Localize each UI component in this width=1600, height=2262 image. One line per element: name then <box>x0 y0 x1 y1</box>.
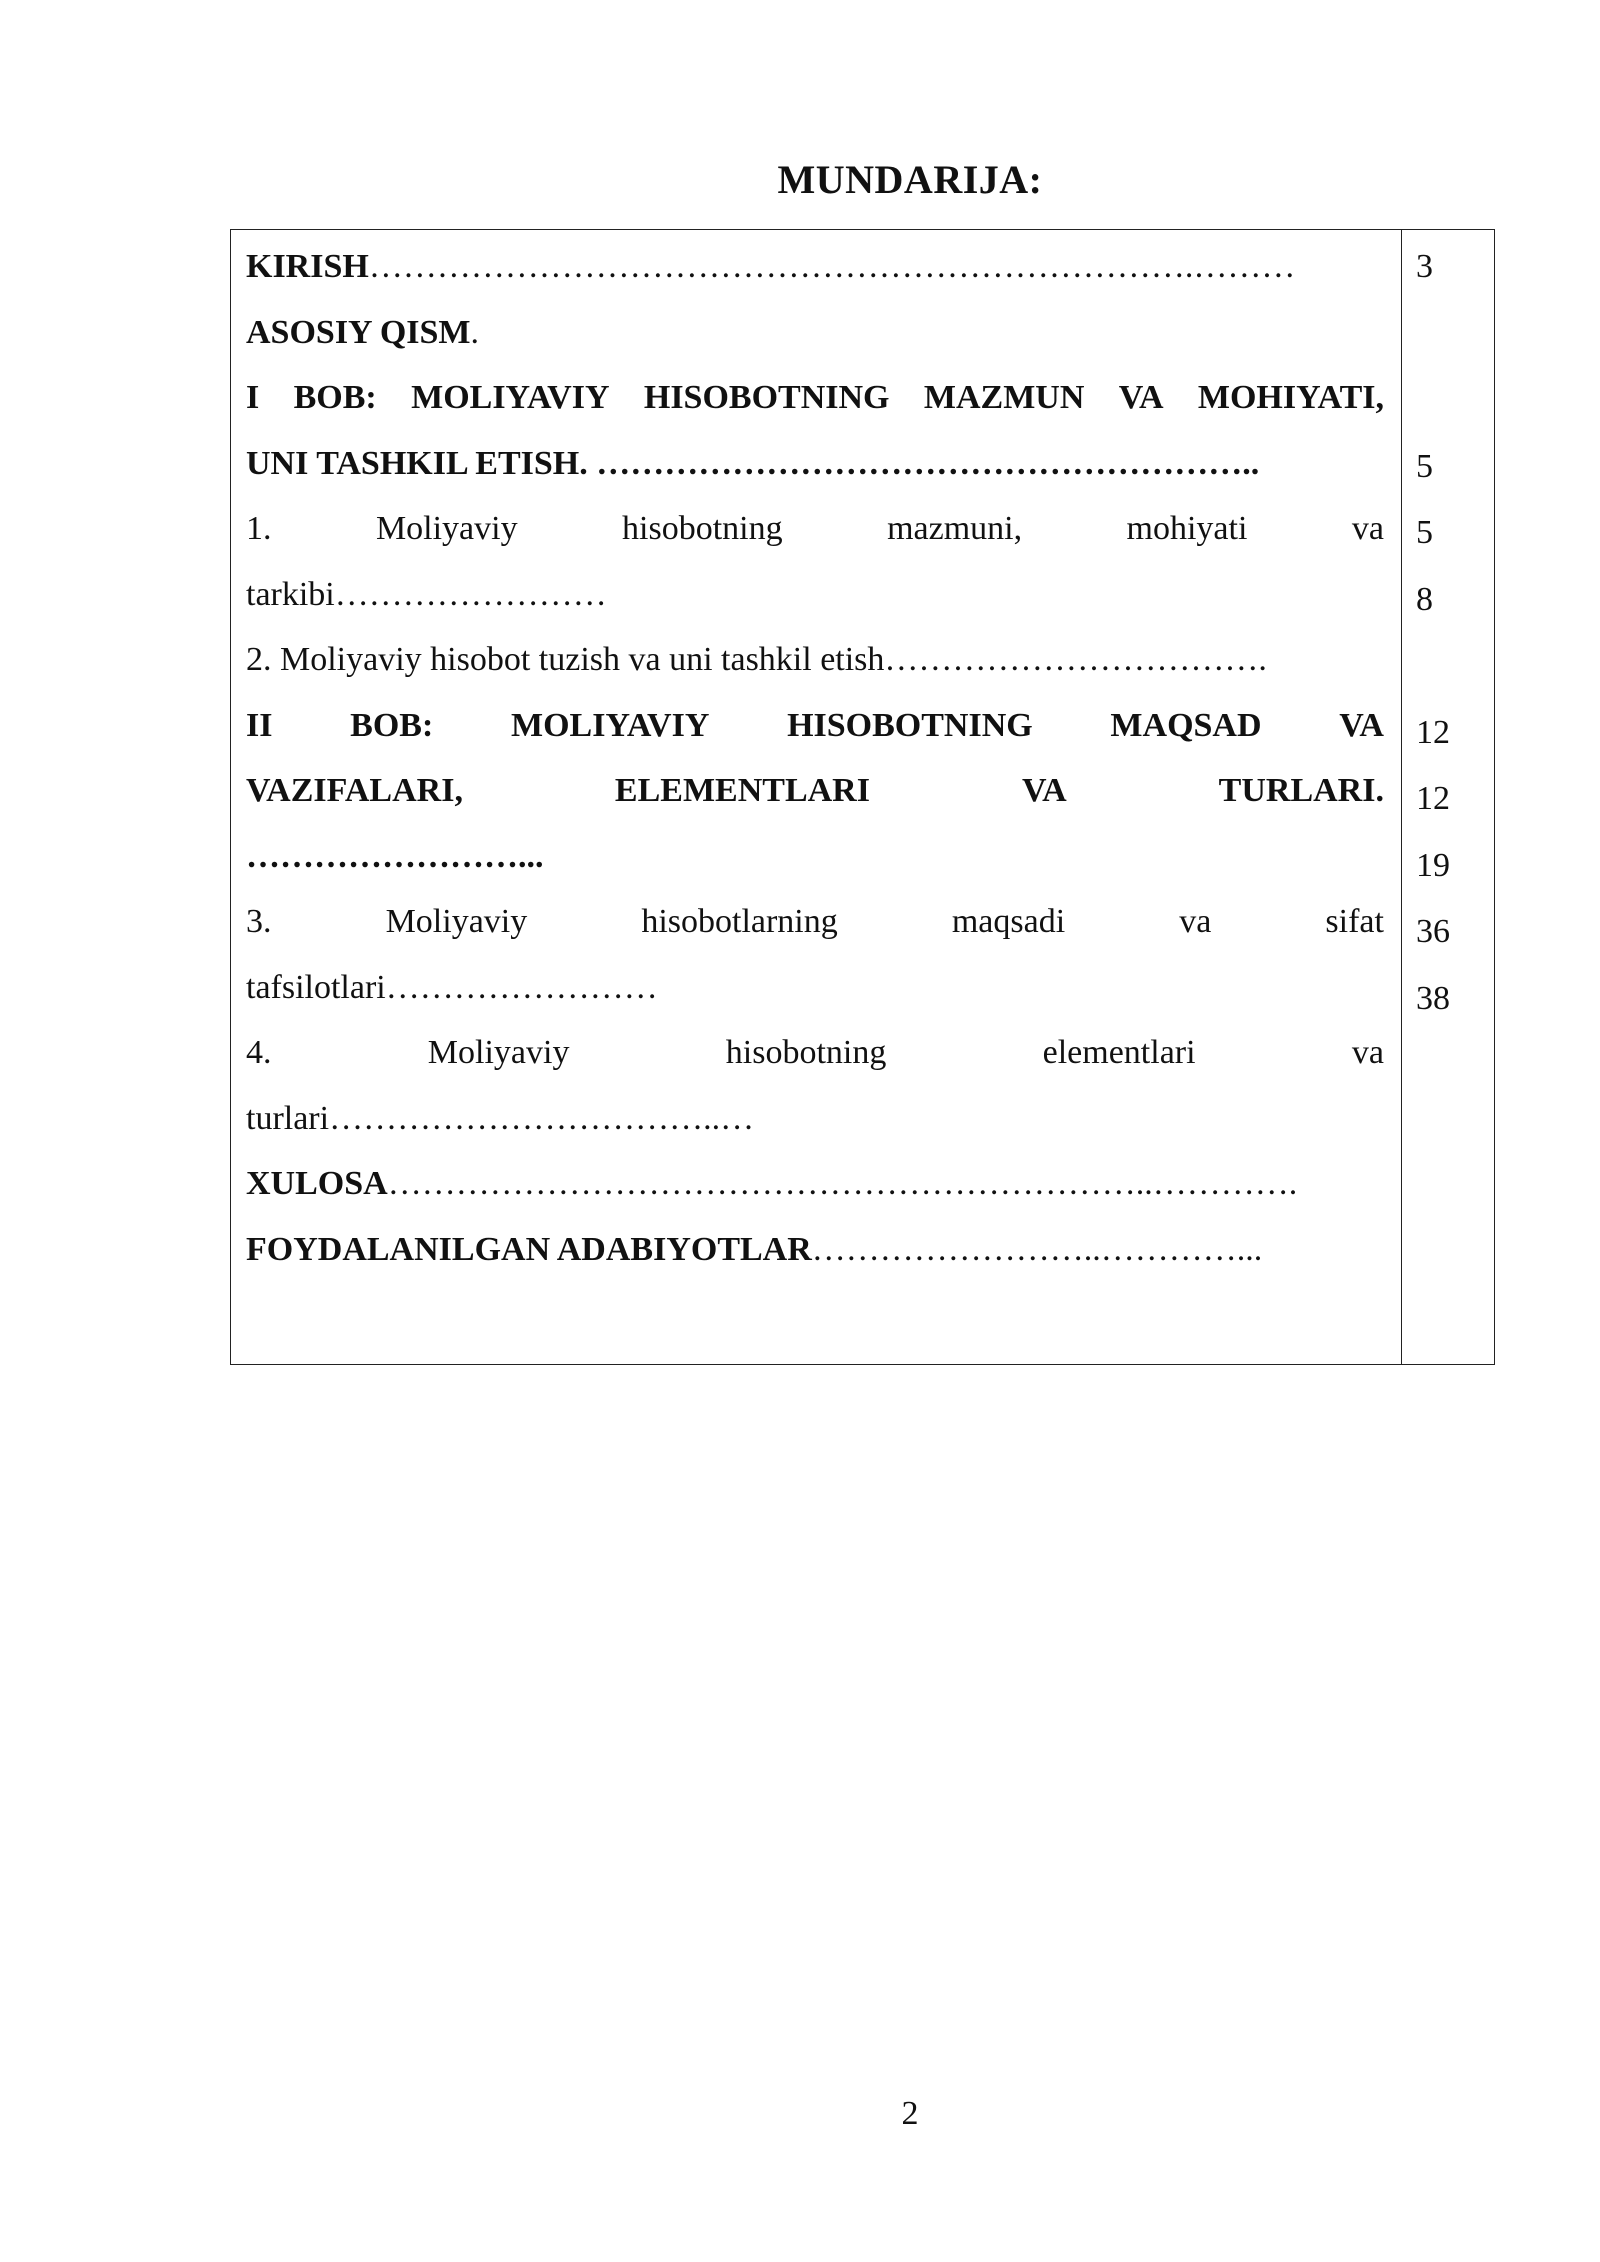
word: BOB: <box>350 706 434 744</box>
page-number: 5 <box>1416 447 1433 485</box>
word: mohiyati <box>1126 510 1248 547</box>
toc-entry-item2[interactable]: 2. Moliyaviy hisobot tuzish va uni tashkil etish……………………………. <box>246 641 1267 678</box>
toc-entry-bob2-line1[interactable] <box>246 693 1384 759</box>
word: Moliyaviy <box>375 510 518 547</box>
word: elementlari <box>1042 1034 1196 1071</box>
page-number: 5 <box>1416 514 1433 551</box>
word: HISOBOTNING <box>787 706 1033 744</box>
word: hisobotlarning <box>641 903 838 940</box>
word: va <box>1179 903 1212 940</box>
word: TURLARI. <box>1218 772 1384 809</box>
toc-entry-label: ASOSIY QISM <box>246 313 471 351</box>
word: HISOBOTNING <box>643 379 890 416</box>
word: MOLIYAVIY <box>411 379 610 416</box>
word: VAZIFALARI, <box>246 772 463 809</box>
word: hisobotning <box>622 510 783 547</box>
word: ELEMENTLARI <box>614 772 870 809</box>
page-number: 3 <box>1416 248 1433 285</box>
toc-entries <box>246 234 1384 1282</box>
toc-leader-dots: …………………………………………………………..…………. <box>387 1165 1298 1202</box>
toc-entry-item3-line2[interactable]: tafsilotlari…………………… <box>246 968 658 1006</box>
word: VA <box>1339 706 1384 744</box>
page-number <box>1416 301 1486 368</box>
toc-entry-label: KIRISH <box>246 248 369 285</box>
toc-entry-kirish[interactable] <box>246 234 1384 300</box>
page-number-column <box>1416 234 1486 1032</box>
word: II <box>246 706 273 744</box>
toc-entry-label: FOYDALANILGAN ADABIYOTLAR <box>246 1230 812 1268</box>
page-title: MUNDARIJA: <box>777 157 1043 202</box>
word: MAQSAD <box>1110 706 1262 744</box>
word: hisobotning <box>725 1034 887 1071</box>
word: 3. <box>246 903 272 940</box>
toc-entry-item4-line2[interactable]: turlari……………………………..… <box>246 1099 755 1137</box>
toc-entry-item4-line1[interactable] <box>246 1020 1384 1086</box>
word: VA <box>1118 379 1164 416</box>
word: MOLIYAVIY <box>511 706 710 744</box>
word: Moliyaviy <box>385 903 528 940</box>
page-number: 12 <box>1416 713 1450 751</box>
word: va <box>1351 510 1384 547</box>
toc-entry-item1-line2[interactable]: tarkibi…………………… <box>246 575 607 613</box>
toc-entry-item1-line1[interactable] <box>246 496 1384 562</box>
toc-leader-dots: ……………………………………………………………….……… <box>368 248 1296 285</box>
toc-entry-item3-line1[interactable] <box>246 889 1384 955</box>
word: BOB: <box>293 379 377 416</box>
page-number: 36 <box>1416 913 1450 950</box>
toc-entry-bob2-line3[interactable]: ……………………... <box>246 837 544 875</box>
word: maqsadi <box>951 903 1066 940</box>
word: va <box>1351 1034 1384 1071</box>
page-number: 12 <box>1416 780 1450 817</box>
toc-leader-dots: ……………………..…………... <box>811 1230 1263 1268</box>
word: VA <box>1021 772 1067 809</box>
column-divider <box>1401 230 1402 1364</box>
toc-entry-bob1-line2[interactable]: UNI TASHKIL ETISH. ………………………………………………….. <box>246 444 1260 482</box>
toc-entry-asosiy-qism[interactable] <box>246 300 1384 366</box>
word: Moliyaviy <box>427 1034 570 1071</box>
footer-page-number: 2 <box>901 2095 919 2132</box>
toc-entry-adabiyotlar[interactable] <box>246 1217 1384 1283</box>
toc-entry-label: XULOSA <box>246 1165 388 1202</box>
toc-entry-suffix: . <box>470 313 480 351</box>
word: sifat <box>1325 903 1384 940</box>
toc-entry-bob1-line1[interactable] <box>246 365 1384 431</box>
page-number: 38 <box>1416 979 1450 1017</box>
toc-entry-xulosa[interactable] <box>246 1151 1384 1217</box>
page-number <box>1416 367 1486 434</box>
toc-entry-bob2-line2[interactable] <box>246 758 1384 824</box>
page-number: 19 <box>1416 846 1450 884</box>
word: mazmuni, <box>887 510 1023 547</box>
word: I <box>246 379 260 416</box>
page-number <box>1416 633 1486 700</box>
word: MOHIYATI, <box>1197 379 1384 416</box>
word: 4. <box>246 1034 272 1071</box>
table-of-contents <box>230 229 1495 1365</box>
word: 1. <box>246 510 272 547</box>
page-number: 8 <box>1416 580 1433 618</box>
word: MAZMUN <box>923 379 1085 416</box>
